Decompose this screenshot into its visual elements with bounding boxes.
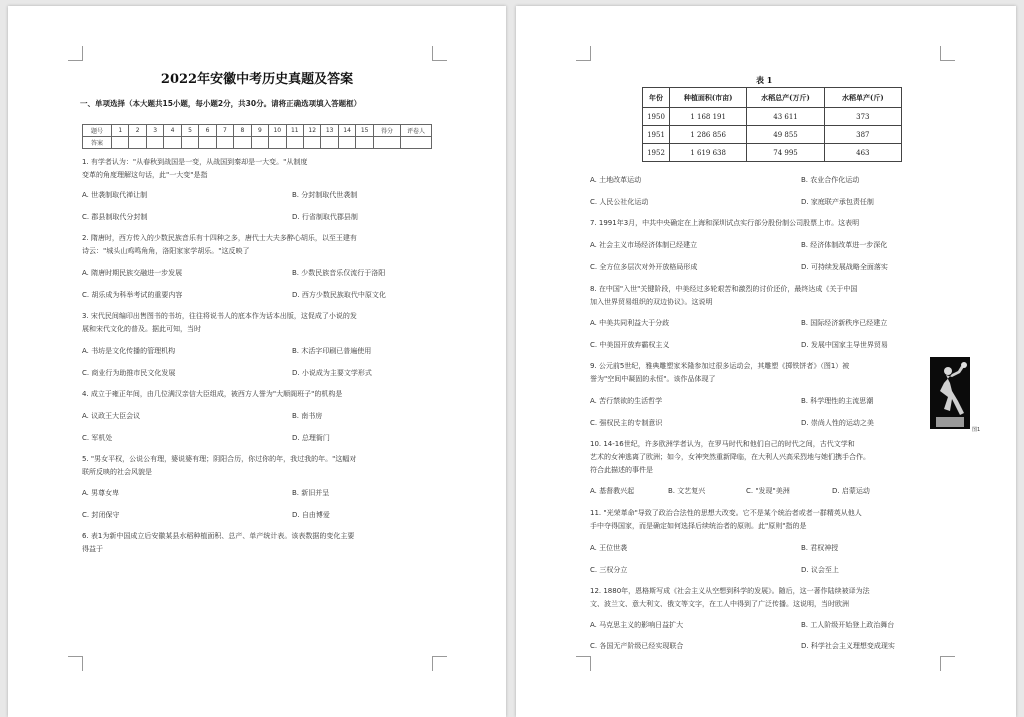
question-8-stem-cont: 加入世界贸易组织的双边协议》。这说明: [590, 298, 713, 306]
question-5-stem-cont: 联所反映的社会风貌是: [82, 468, 152, 476]
option-a: A. 基督教兴起: [590, 487, 635, 495]
question-3-stem-cont: 展和宋代文化的普及。据此可知，当时: [82, 325, 201, 333]
question-3-stem: 3. 宋代民间编印出售图书的书坊，往往将说书人的底本作为话本出版，这促成了小说的发: [82, 312, 357, 320]
option-a: A. 王位世袭: [590, 544, 628, 552]
crop-mark-bottom-left: [68, 656, 83, 671]
option-d: D. 崇尚人性的运动之美: [801, 419, 874, 427]
answer-grid-header: 6: [199, 125, 216, 137]
document-page-1: [8, 6, 506, 717]
question-2-stem-cont: 诗云："城头山鸡鸣角角，洛阳家家学胡乐。"这反映了: [82, 247, 250, 255]
option-a: A. 马克思主义的影响日益扩大: [590, 621, 684, 629]
answer-grid-header: 4: [164, 125, 181, 137]
answer-cell: [338, 137, 355, 149]
section-heading: 一、单项选择（本大题共15小题，每小题2分，共30分。请将正确选项填入答题框）: [80, 99, 362, 108]
option-a: A. 社会主义市场经济体制已经建立: [590, 241, 698, 249]
option-c: C. 人民公社化运动: [590, 198, 649, 206]
question-10-stem: 10. 14-16世纪，许多欧洲学者认为，在罗马时代和他们自己的时代之间，古代文学和: [590, 440, 855, 448]
document-title: 2022年安徽中考历史真题及答案: [160, 72, 354, 87]
option-c: C. "发现"美洲: [746, 487, 790, 495]
option-d: D. 议会至上: [801, 566, 839, 574]
answer-cell: [356, 137, 374, 149]
table-cell: 1950: [643, 108, 670, 126]
answer-cell: [303, 137, 320, 149]
question-1-stem: 1. 有学者认为："从春秋到战国是一变，从战国到秦却是一大变。"从制度: [82, 158, 308, 166]
table-cell: 74 995: [747, 144, 824, 162]
answer-grid-header: 2: [129, 125, 146, 137]
document-page-2: [516, 6, 1016, 717]
table-header: 年份: [643, 88, 670, 108]
option-a: A. 中美共同利益大于分歧: [590, 319, 670, 327]
option-d: D. 小说成为主要文学形式: [292, 369, 372, 377]
table-cell: 387: [824, 126, 901, 144]
question-12-stem: 12. 1880年，恩格斯写成《社会主义从空想到科学的发展》。随后，这一著作陆续被译为法: [590, 587, 870, 595]
table-header: 水稻总产(万斤): [747, 88, 824, 108]
option-a: A. 隋唐时期民族交融进一步发展: [82, 269, 183, 277]
option-c: C. 胡乐成为科举考试的重要内容: [82, 291, 183, 299]
option-d: D. 启蒙运动: [832, 487, 870, 495]
option-c: C. 三权分立: [590, 566, 628, 574]
answer-cell: [401, 137, 432, 149]
crop-mark-top-right: [940, 46, 955, 61]
crop-mark-top-right: [432, 46, 447, 61]
option-c: C. 中美国开放弃霸权主义: [590, 341, 670, 349]
answer-cell: [112, 137, 129, 149]
option-a: A. 苦行禁欲的生活哲学: [590, 397, 663, 405]
table-cell: 1951: [643, 126, 670, 144]
answer-grid-header: 得分: [374, 125, 401, 137]
answer-grid-header: 9: [251, 125, 268, 137]
table-caption: 表 1: [756, 75, 773, 85]
option-c: C. 各国无产阶级已经实现联合: [590, 642, 684, 650]
figure-caption: 图1: [972, 427, 981, 433]
option-d: D. 行省制取代郡县制: [292, 213, 358, 221]
answer-grid-header: 题号: [83, 125, 112, 137]
option-d: D. 总理衙门: [292, 434, 330, 442]
option-b: B. 国际经济新秩序已经建立: [801, 319, 888, 327]
option-a: A. 议政王大臣会议: [82, 412, 141, 420]
question-6-stem: 6. 表1为新中国成立后安徽某县水稻种植面积、总产、单产统计表。该表数据的变化主要: [82, 532, 355, 540]
option-d: D. 科学社会主义理想变成现实: [801, 642, 895, 650]
table-cell: 1952: [643, 144, 670, 162]
option-d: D. 西方少数民族取代中原文化: [292, 291, 386, 299]
option-b: B. 农业合作化运动: [801, 176, 860, 184]
question-6-stem-cont: 得益于: [82, 545, 103, 553]
option-a: A. 世袭制取代禅让制: [82, 191, 148, 199]
answer-cell: [199, 137, 216, 149]
answer-grid: [82, 124, 432, 149]
crop-mark-top-left: [68, 46, 83, 61]
option-b: B. 新旧并呈: [292, 489, 330, 497]
answer-grid-header: 15: [356, 125, 374, 137]
option-a: A. 书坊是文化传播的管理机构: [82, 347, 176, 355]
answer-grid-header: 14: [338, 125, 355, 137]
option-c: C. 郡县制取代分封制: [82, 213, 148, 221]
table-row: [643, 144, 902, 162]
table-row: [643, 108, 902, 126]
answer-cell: [269, 137, 286, 149]
table-cell: 463: [824, 144, 901, 162]
option-b: B. 工人阶级开始登上政治舞台: [801, 621, 895, 629]
answer-grid-header: 12: [303, 125, 320, 137]
answer-grid-header: 10: [269, 125, 286, 137]
answer-grid-header: 7: [216, 125, 233, 137]
answer-cell: [286, 137, 303, 149]
answer-grid-header: 5: [181, 125, 198, 137]
table-row: [643, 126, 902, 144]
answer-cell: [129, 137, 146, 149]
answer-cell: [234, 137, 251, 149]
option-c: C. 商业行为助推市民文化发展: [82, 369, 176, 377]
answer-cell: [251, 137, 268, 149]
option-d: D. 自由博爱: [292, 511, 330, 519]
option-c: C. 军机处: [82, 434, 113, 442]
table-cell: 373: [824, 108, 901, 126]
question-10-stem-cont: 艺术的女神逃离了欧洲；如今，女神突然重新降临，在大利人兴高采烈地与她们携手合作。: [590, 453, 870, 461]
table-cell: 43 611: [747, 108, 824, 126]
question-11-stem: 11. "光荣革命"导致了政治合法性的思想大改变。它不是某个统治者或者一群精英从他人: [590, 509, 862, 517]
crop-mark-bottom-left: [576, 656, 591, 671]
option-a: A. 土地改革运动: [590, 176, 642, 184]
question-12-stem-cont: 文、波兰文、意大利文、俄文等文字，在工人中得到了广泛传播。这说明，当时欧洲: [590, 600, 849, 608]
question-5-stem: 5. "男女平权，公说公有理，婆说婆有理；阴阳合历，你过你的年，我过我的年。"这幅对: [82, 455, 357, 463]
option-b: B. 少数民族音乐仅流行于洛阳: [292, 269, 386, 277]
crop-mark-bottom-right: [432, 656, 447, 671]
answer-grid-row-label: 答案: [83, 137, 112, 149]
question-9-stem: 9. 公元前5世纪，雅典雕塑家米隆参加过很多运动会，其雕塑《掷铁饼者》（图1）被: [590, 362, 850, 370]
question-8-stem: 8. 在中国"入世"关键阶段，中美经过多轮艰苦和激烈的讨价还价，最终达成《关于中国: [590, 285, 858, 293]
question-7-stem: 7. 1991年3月，中共中央确定在上海和深圳试点实行部分股份制公司股票上市。这表明: [590, 219, 860, 227]
option-b: B. 君权神授: [801, 544, 839, 552]
option-b: B. 分封制取代世袭制: [292, 191, 358, 199]
answer-grid-header: 3: [146, 125, 163, 137]
table-cell: 1 619 638: [670, 144, 747, 162]
answer-cell: [374, 137, 401, 149]
option-b: B. 木活字印刷已普遍使用: [292, 347, 372, 355]
crop-mark-bottom-right: [940, 656, 955, 671]
answer-grid-header: 1: [112, 125, 129, 137]
question-11-stem-cont: 手中夺得国家，而是确定如何选择后续统治者的原则。此"原则"指的是: [590, 522, 807, 530]
answer-cell: [181, 137, 198, 149]
answer-grid-header: 8: [234, 125, 251, 137]
table-cell: 1 168 191: [670, 108, 747, 126]
discobolus-statue-image: [930, 357, 970, 429]
answer-cell: [321, 137, 338, 149]
question-4-stem: 4. 成立于雍正年间，由几位满汉亲信大臣组成，被西方人誉为"大顺阁班子"的机构是: [82, 390, 343, 398]
option-b: B. 科学理性的主流思潮: [801, 397, 874, 405]
discobolus-figure-icon: [930, 357, 970, 429]
question-9-stem-cont: 誉为"空间中凝固的永恒"。该作品体现了: [590, 375, 716, 383]
option-b: B. 文艺复兴: [668, 487, 706, 495]
option-a: A. 男尊女卑: [82, 489, 120, 497]
table-header: 水稻单产(斤): [824, 88, 901, 108]
answer-cell: [146, 137, 163, 149]
option-d: D. 发展中国家主导世界贸易: [801, 341, 888, 349]
option-d: D. 可持续发展战略全面落实: [801, 263, 888, 271]
option-c: C. 强权民主的专制意识: [590, 419, 663, 427]
option-b: B. 经济体制改革进一步深化: [801, 241, 888, 249]
option-c: C. 全方位多层次对外开放格局形成: [590, 263, 698, 271]
question-2-stem: 2. 隋唐时，西方传入的少数民族音乐有十四种之多，唐代士大夫多醉心胡乐，以至王建有: [82, 234, 357, 242]
option-d: D. 家庭联产承包责任制: [801, 198, 874, 206]
rice-statistics-table: [642, 87, 902, 162]
table-cell: 1 286 856: [670, 126, 747, 144]
question-10-stem-cont: 符合此描述的事件是: [590, 466, 653, 474]
answer-grid-header: 11: [286, 125, 303, 137]
answer-cell: [164, 137, 181, 149]
answer-cell: [216, 137, 233, 149]
answer-grid-header: 评卷人: [401, 125, 432, 137]
table-header: 种植面积(市亩): [670, 88, 747, 108]
option-c: C. 封闭保守: [82, 511, 120, 519]
crop-mark-top-left: [576, 46, 591, 61]
option-b: B. 南书房: [292, 412, 323, 420]
question-1-stem-cont: 变革的角度理解这句话，此"一大变"是指: [82, 171, 208, 179]
table-cell: 49 855: [747, 126, 824, 144]
answer-grid-header: 13: [321, 125, 338, 137]
